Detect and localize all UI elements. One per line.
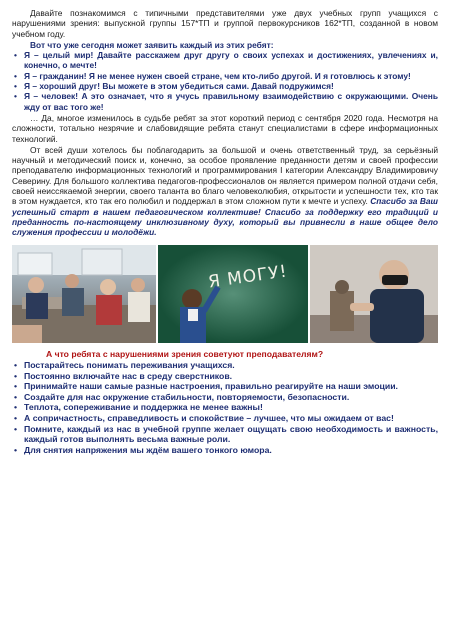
intro-paragraph: Давайте познакомимся с типичными представителями уже двух учебных групп учащихся с нарушениями зрения: выпускной группы 157*ТП и группой первокурсников 162*ТП, созданной в новом учебном году.	[12, 8, 438, 39]
advice-item: • Для снятия напряжения мы ждём вашего тонкого юмора.	[12, 445, 438, 456]
advice-item: • Постарайтесь понимать переживания учащихся.	[12, 360, 438, 371]
advice-list	[12, 360, 438, 455]
lead-line: Вот что уже сегодня может заявить каждый из этих ребят:	[30, 39, 274, 50]
change-paragraph: … Да, многое изменилось в судьбе ребят за этот короткий период с сентября 2020 года. Несмотря на сложности, тотально незрячие и слабовидящие ребята станут специалистами в сфере информационных технологий.	[12, 112, 438, 144]
chalkboard-photo	[158, 245, 308, 343]
claim-item: • Я – человек! А это означает, что я учусь правильному взаимодействию с окружающими. Очень жду от вас того же!	[12, 91, 438, 112]
photo-strip	[12, 245, 438, 343]
claims-list	[12, 50, 438, 112]
chalkboard-text: Я МОГУ!	[206, 261, 289, 292]
advice-item: • Теплота, сопереживание и поддержка не менее важны!	[12, 402, 438, 413]
advice-item: • А сопричастность, справедливость и спокойствие – лучшее, что мы ожидаем от вас!	[12, 413, 438, 424]
advice-item: • Создайте для нас окружение стабильности, повторяемости, безопасности.	[12, 392, 438, 403]
gratitude-thanks: Спасибо за Ваш успешный старт в нашем педагогическом коллективе! Спасибо за поддержку его традиций и преданность по-настоящему инклюзивному духу, который вы привнесли в наше общее дело служения профессии и молодёжи.	[12, 196, 439, 238]
advice-heading: А что ребята с нарушениями зрения советуют преподавателям?	[46, 348, 324, 359]
classroom-photo	[12, 245, 156, 343]
teacher-photo	[310, 245, 438, 343]
advice-item: • Помните, каждый из нас в учебной группе желает ощущать свою необходимость и важность, каждый готов выполнять весьма важные роли.	[12, 424, 438, 445]
gratitude-paragraph	[12, 145, 438, 238]
classroom-photo-drawing	[12, 245, 156, 343]
advice-item: • Постоянно включайте нас в среду сверстников.	[12, 371, 438, 382]
advice-item: • Принимайте наши самые разные настроения, правильно реагируйте на наши эмоции.	[12, 381, 438, 392]
teacher-photo-drawing	[310, 245, 438, 343]
chalkboard-photo-drawing	[158, 245, 308, 343]
claim-item: • Я – хороший друг! Вы можете в этом убедиться сами. Давай подружимся!	[12, 81, 438, 91]
claim-item: • Я – целый мир! Давайте расскажем друг другу о своих успехах и достижениях, увлечениях и, конечно, о мечте!	[12, 50, 438, 71]
gratitude-text: От всей души хотелось бы поблагодарить за большой и очень ответственный труд, за серьёзный научный и методический поиск и, конечно, за особое проявление преданности детям и своей профессии преподавателю информационных технологий и программирования I категории Александру Владимировичу Северину. Для большого коллектива педагогов-профессионалов он является примером полной отдачи себя, своей неиссякаемой энергии, своего таланта во благо человеколюбия, открытости и успешности тех, кто так в этом нуждается, кто так его полюбил и поддержал в этом сложном пути к мечте и успеху.	[12, 144, 438, 207]
claim-item: • Я – гражданин! Я не менее нужен своей стране, чем кто-либо другой. И я готовлюсь к этому!	[12, 71, 438, 81]
